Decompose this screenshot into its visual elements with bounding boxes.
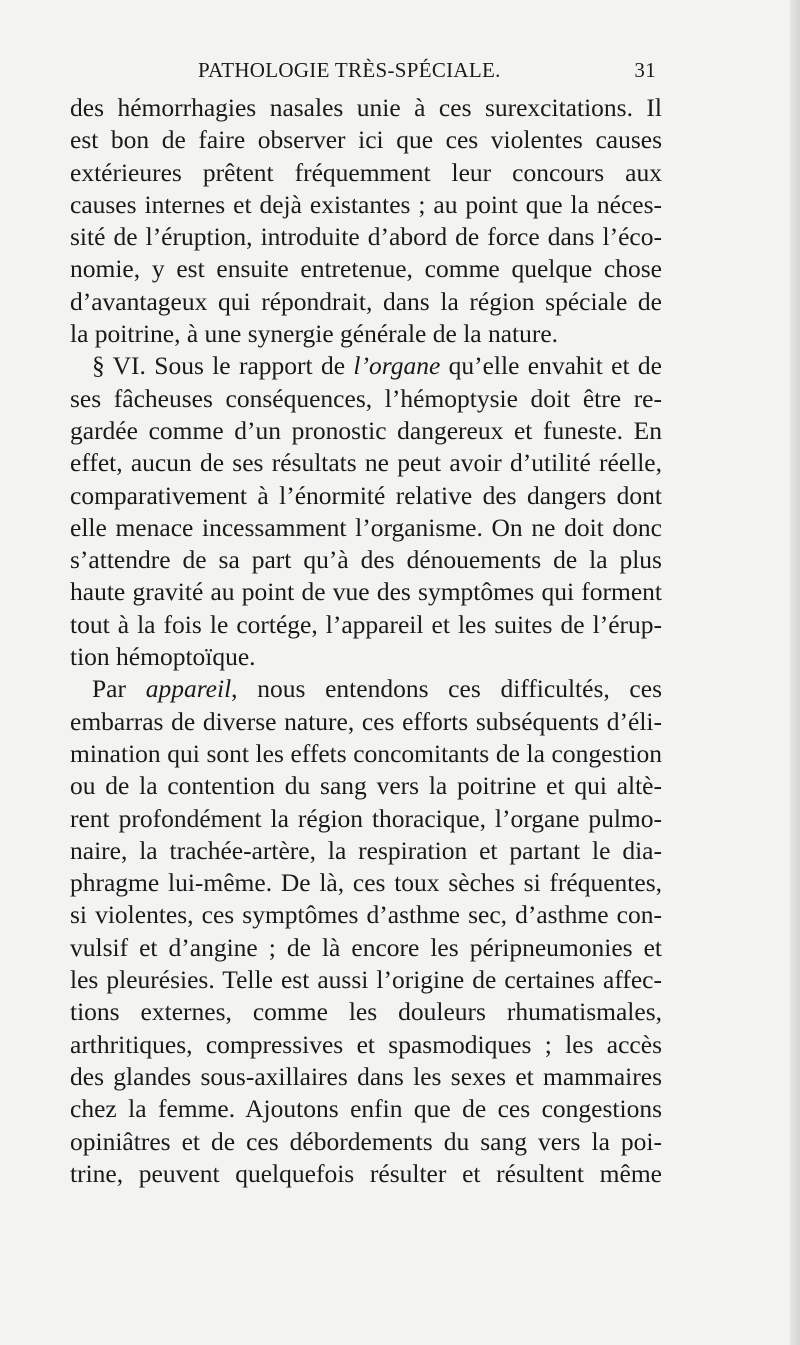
text-line-section-vi (70, 350, 662, 382)
text-line: comparativement à l’énormité relative des dangers dont (70, 480, 662, 510)
text-line: trine, peuvent quelquefois résulter et résultent même (70, 1158, 662, 1188)
page-edge (790, 0, 800, 1345)
text-line: phragme lui-même. De là, ces toux sèches si fréquentes, (70, 868, 662, 898)
text-line: si violentes, ces symptômes d’asthme sec, d’asthme con- (70, 900, 662, 930)
text-line: effet, aucun de ses résultats ne peut avoir d’utilité réelle, (70, 448, 662, 478)
page-header (70, 58, 662, 88)
text-line: tion hémoptoïque. (70, 642, 256, 672)
text-line: extérieures prêtent fréquemment leur concours aux (70, 157, 662, 187)
text-run: § VI. Sous le rapport de (92, 351, 354, 381)
text-line: ou de la contention du sang vers la poitrine et qui altè- (70, 771, 662, 801)
text-line: elle menace incessamment l’organisme. On ne doit donc (70, 512, 662, 542)
text-line: haute gravité au point de vue des symptômes qui forment (70, 577, 662, 607)
text-line-appareil (70, 673, 662, 705)
text-line: gardée comme d’un pronostic dangereux et funeste. En (70, 415, 662, 445)
text-line: des hémorrhagies nasales unie à ces surexcitations. Il (70, 93, 662, 122)
italic-term-appareil: appareil (145, 674, 232, 704)
text-line: nomie, y est ensuite entretenue, comme quelque chose (70, 254, 662, 284)
text-line: la poitrine, à une synergie générale de la nature. (70, 319, 559, 349)
text-line: ses fâcheuses conséquences, l’hémoptysie doit être re- (70, 383, 662, 413)
text-run: Par (92, 674, 146, 704)
text-line: chez la femme. Ajoutons enfin que de ces congestions (70, 1094, 662, 1124)
italic-term-organe: l’organe (353, 351, 441, 381)
text-line: arthritiques, compressives et spasmodiques ; les accès (70, 1029, 662, 1059)
text-line: s’attendre de sa part qu’à des dénouements de la plus (70, 545, 662, 575)
text-line: vulsif et d’angine ; de là encore les péripneumonies et (70, 932, 662, 962)
body-text (70, 92, 662, 1190)
text-line: sité de l’éruption, introduite d’abord de force dans l’éco- (70, 222, 662, 252)
text-run: qu’elle envahit et de (440, 351, 662, 381)
text-line: mination qui sont les effets concomitants de la congestion (70, 738, 662, 768)
page-number: 31 (634, 58, 656, 82)
text-line: opiniâtres et de ces débordements du sang vers la poi- (70, 1126, 662, 1156)
text-line: causes internes et dejà existantes ; au point que la néces- (70, 189, 662, 219)
text-line: tout à la fois le cortége, l’appareil et les suites de l’érup- (70, 609, 662, 639)
text-line: embarras de diverse nature, ces efforts subséquents d’éli- (70, 706, 662, 736)
text-line: des glandes sous-axillaires dans les sexes et mammaires (70, 1061, 662, 1091)
running-title: PATHOLOGIE TRÈS-SPÉCIALE. (198, 58, 501, 82)
text-line: les pleurésies. Telle est aussi l’origine de certaines affec- (70, 965, 662, 995)
text-line: tions externes, comme les douleurs rhumatismales, (70, 997, 662, 1027)
text-run: , nous entendons ces difficultés, ces (231, 674, 662, 704)
text-line: rent profondément la région thoracique, l’organe pulmo- (70, 803, 662, 833)
text-line: d’avantageux qui répondrait, dans la région spéciale de (70, 286, 662, 316)
text-line: naire, la trachée-artère, la respiration et partant le dia- (70, 835, 662, 865)
text-line: est bon de faire observer ici que ces violentes causes (70, 125, 662, 155)
